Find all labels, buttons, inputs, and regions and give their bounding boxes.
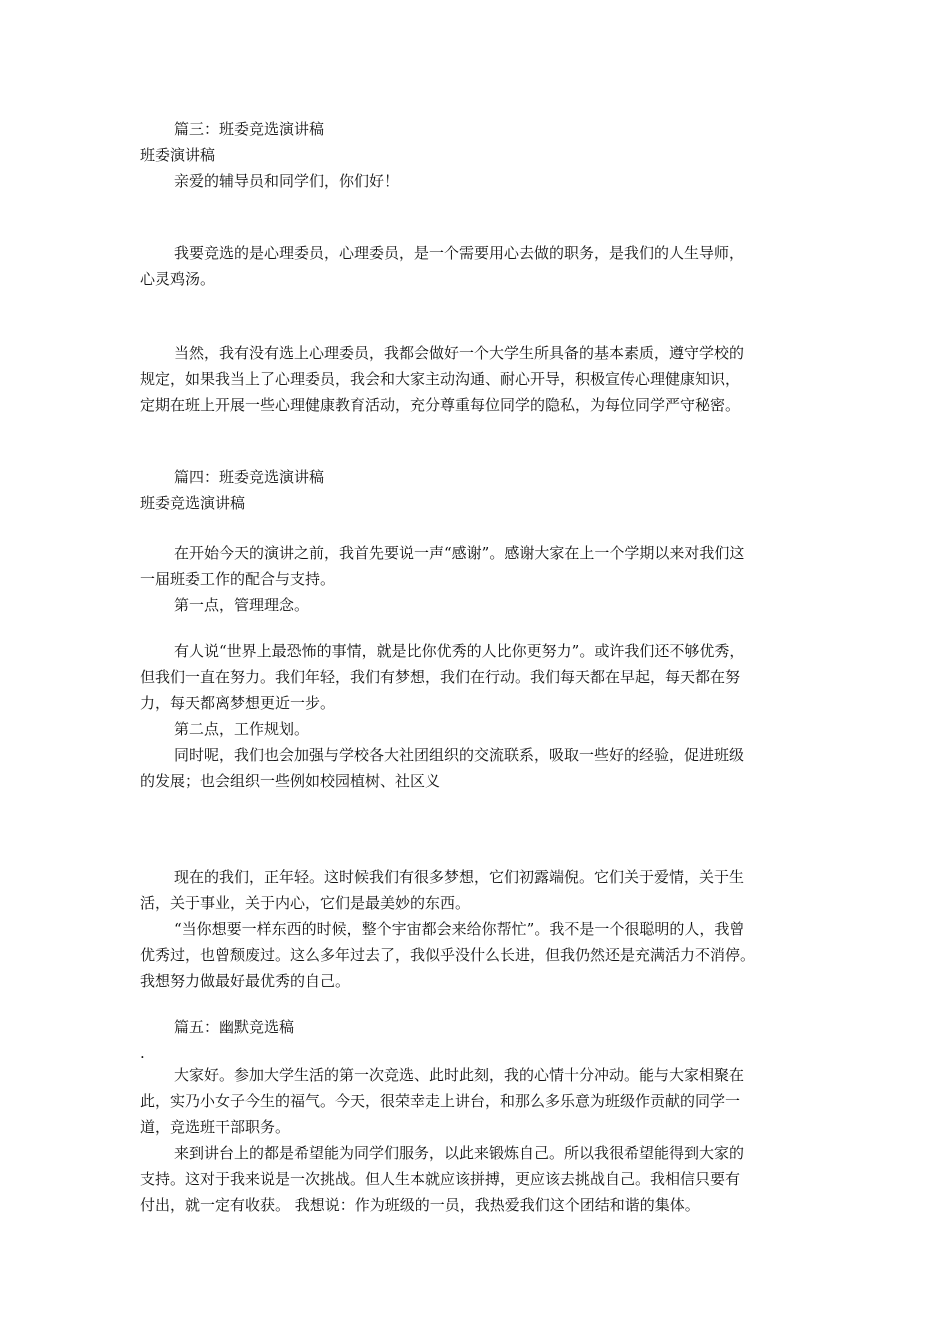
paragraph-line: 当然，我有没有选上心理委员，我都会做好一个大学生所具备的基本素质，遵守学校的 [174, 344, 745, 362]
paragraph-line: 有人说“世界上最恐怖的事情，就是比你优秀的人比你更努力”。或许我们还不够优秀， [174, 642, 745, 660]
paragraph-line: 我想努力做最好最优秀的自己。 [140, 972, 351, 990]
paragraph-line: 来到讲台上的都是希望能为同学们服务，以此来锻炼自己。所以我很希望能得到大家的 [174, 1144, 745, 1162]
section-heading: 篇五：幽默竞选稿 [174, 1018, 295, 1036]
section-subtitle: 班委竞选演讲稿 [140, 494, 246, 512]
paragraph-line: 同时呢，我们也会加强与学校各大社团组织的交流联系，吸取一些好的经验，促进班级 [174, 746, 745, 764]
paragraph-line: 第一点，管理理念。 [174, 596, 310, 614]
paragraph-line: 付出，就一定有收获。 我想说：作为班级的一员，我热爱我们这个团结和谐的集体。 [140, 1196, 700, 1214]
paragraph-line: “当你想要一样东西的时候，整个宇宙都会来给你帮忙”。我不是一个很聪明的人，我曾 [174, 920, 745, 938]
section-heading: 篇四：班委竞选演讲稿 [174, 468, 325, 486]
paragraph-line: 优秀过，也曾颓废过。这么多年过去了，我似乎没什么长进，但我仍然还是充满活力不消停。 [140, 946, 756, 964]
paragraph-line: 我要竞选的是心理委员，心理委员，是一个需要用心去做的职务，是我们的人生导师， [174, 244, 745, 262]
paragraph-line: 道，竞选班干部职务。 [140, 1118, 291, 1136]
paragraph-line: 心灵鸡汤。 [140, 270, 216, 288]
section-subtitle: . [140, 1044, 145, 1062]
paragraph-line: 的发展；也会组织一些例如校园植树、社区义 [140, 772, 441, 790]
paragraph-line: 此，实乃小女子今生的福气。今天，很荣幸走上讲台，和那么多乐意为班级作贡献的同学一 [140, 1092, 741, 1110]
paragraph-line: 活，关于事业，关于内心，它们是最美妙的东西。 [140, 894, 471, 912]
paragraph-line: 第二点，工作规划。 [174, 720, 310, 738]
paragraph-line: 但我们一直在努力。我们年轻，我们有梦想，我们在行动。我们每天都在早起，每天都在努 [140, 668, 741, 686]
paragraph-line: 现在的我们，正年轻。这时候我们有很多梦想，它们初露端倪。它们关于爱情，关于生 [174, 868, 745, 886]
paragraph-line: 大家好。参加大学生活的第一次竞选、此时此刻，我的心情十分冲动。能与大家相聚在 [174, 1066, 745, 1084]
paragraph-line: 支持。这对于我来说是一次挑战。但人生本就应该拼搏，更应该去挑战自己。我相信只要有 [140, 1170, 741, 1188]
paragraph-line: 在开始今天的演讲之前，我首先要说一声“感谢”。感谢大家在上一个学期以来对我们这 [174, 544, 745, 562]
paragraph-line: 规定，如果我当上了心理委员，我会和大家主动沟通、耐心开导，积极宣传心理健康知识， [140, 370, 741, 388]
section-subtitle: 班委演讲稿 [140, 146, 216, 164]
section-heading: 篇三：班委竞选演讲稿 [174, 120, 325, 138]
paragraph-line: 一届班委工作的配合与支持。 [140, 570, 336, 588]
paragraph-line: 亲爱的辅导员和同学们，你们好！ [174, 172, 400, 190]
paragraph-line: 定期在班上开展一些心理健康教育活动，充分尊重每位同学的隐私，为每位同学严守秘密。 [140, 396, 741, 414]
paragraph-line: 力，每天都离梦想更近一步。 [140, 694, 336, 712]
